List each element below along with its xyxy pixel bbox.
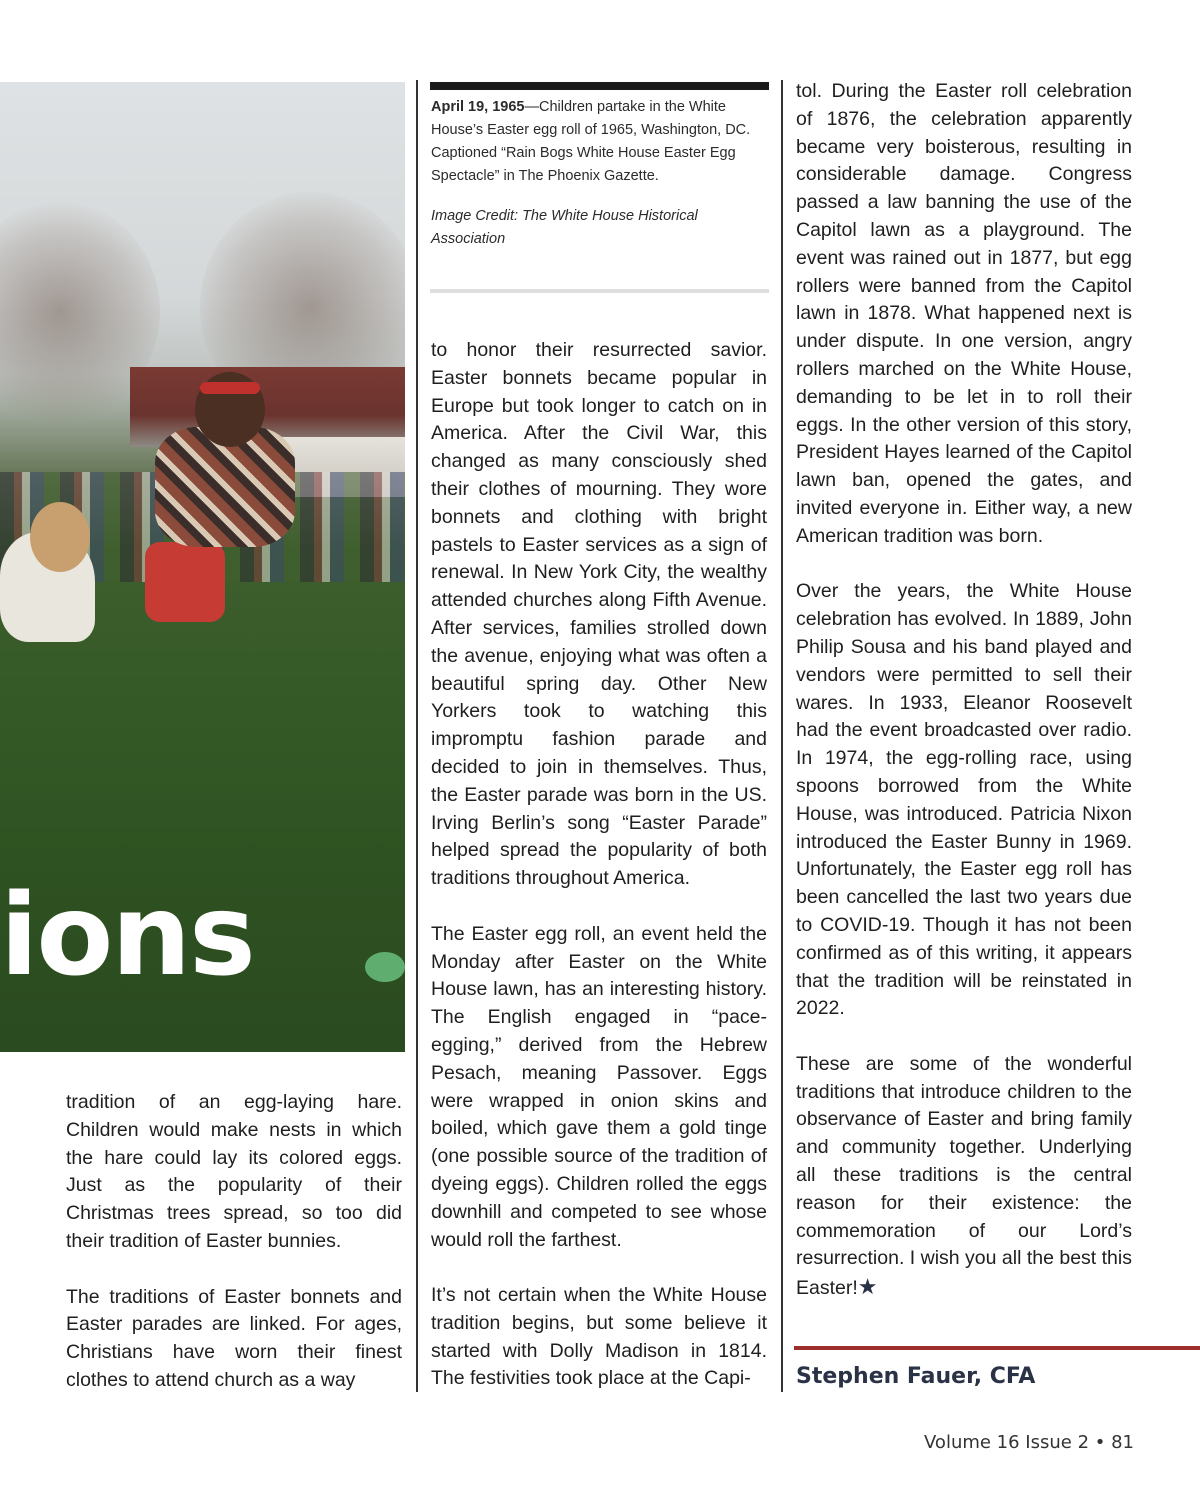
article-column-3: [796, 78, 1132, 1331]
paragraph: The Easter egg roll, an event held the Monday after Easter on the White House lawn, has an interesting history. The English engaged in “pace-egging,” derived from the Hebrew Pesach, meaning Passover. Eggs were wrapped in onion skins and boiled, which gave them a gold tinge (one possible source of the tradition of dyeing eggs). Children rolled the eggs downhill and competed to see whose would roll the farthest.: [431, 922, 767, 1251]
paragraph: Over the years, the White House celebration has evolved. In 1889, John Philip Sousa and his band played and vendors were permitted to sell their wares. In 1933, Eleanor Roosevelt had the event broadcasted over radio. In 1974, the egg-rolling race, using spoons borrowed from the White House, was introduced. Patricia Nixon introduced the Easter Bunny in 1969. Unfortunately, the Easter egg roll has been cancelled the last two years due to COVID-19. Though it has not been confirmed as of this writing, it appears that the tradition will be reinstated in 2022.: [796, 580, 1132, 1020]
photo-child-headband: [200, 382, 260, 394]
caption-date: April 19, 1965: [431, 99, 525, 115]
paragraph: to honor their resurrected savior. Easter bonnets became popular in Europe but took longer to catch on in America. After the Civil War, this changed as many consciously shed their clothes of mourning. They wore bonnets and clothing with bright pastels to Easter services as a sign of renewal. In New York City, the wealthy attended churches along Fifth Avenue. After services, families strolled down the avenue, enjoying what was often a beautiful spring day. Other New Yorkers took to watching this impromptu fashion parade and decided to join in themselves. Thus, the Easter parade was born in the US. Irving Berlin’s song “Easter Parade” helped spread the popularity of both traditions throughout America.: [431, 339, 767, 890]
paragraph: It’s not certain when the White House tradition begins, but some believe it started with Dolly Madison in 1814. The festivities took place at the Capi-: [431, 1284, 767, 1390]
photo-child-legs: [145, 542, 225, 622]
page-folio: Volume 16 Issue 2 • 81: [924, 1432, 1134, 1453]
paragraph: tol. During the Easter roll celebration of 1876, the celebration apparently became very boisterous, resulting in considerable damage. Congress passed a law banning the use of the Capitol lawn as a playground. The event was rained out in 1877, but egg rollers were banned from the Capitol lawn in 1878. What happened next is under dispute. In one version, angry rollers marched on the White House, demanding to be let in to roll their eggs. In the other version of this story, President Hayes learned of the Capitol lawn ban, opened the gates, and invited everyone in. Either way, a new American tradition was born.: [796, 80, 1132, 547]
paragraph: tradition of an egg-laying hare. Children would make nests in which the hare could lay its colored eggs. Just as the popularity of their Christmas trees spread, so too did their tradition of Easter bunnies.: [66, 1091, 402, 1252]
column-divider: [781, 80, 783, 1392]
star-icon: ★: [857, 1274, 878, 1300]
article-column-2: [431, 337, 767, 1421]
caption-top-bar: [430, 82, 769, 90]
caption-text: [431, 96, 767, 188]
article-column-1: [66, 1089, 402, 1423]
photo-child-head: [30, 502, 90, 572]
closing-text: These are some of the wonderful traditions that introduce children to the observance of Easter and bring family and community together. Underlying all these traditions is the central reason for their existence: the commemoration of our Lord’s resurrection. I wish you all the best this Easter!: [796, 1052, 1132, 1300]
caption-bottom-rule: [430, 289, 769, 293]
paragraph: The traditions of Easter bonnets and Easter parades are linked. For ages, Christians have worn their finest clothes to attend church as a way: [66, 1285, 402, 1391]
headline-fragment: ions: [0, 871, 254, 1001]
photo-caption: [431, 96, 767, 251]
photo-egg: [365, 952, 405, 982]
author-byline: Stephen Fauer, CFA: [796, 1364, 1036, 1389]
paragraph: [796, 1051, 1132, 1303]
caption-credit: Image Credit: The White House Historical Association: [431, 208, 698, 247]
column-divider: [416, 80, 418, 1392]
caption-body: —Children partake in the White House’s Easter egg roll of 1965, Washington, DC. Captioned “Rain Bogs White House Easter Egg Spectacle” in The Phoenix Gazette.: [431, 99, 751, 184]
author-rule: [794, 1346, 1200, 1350]
